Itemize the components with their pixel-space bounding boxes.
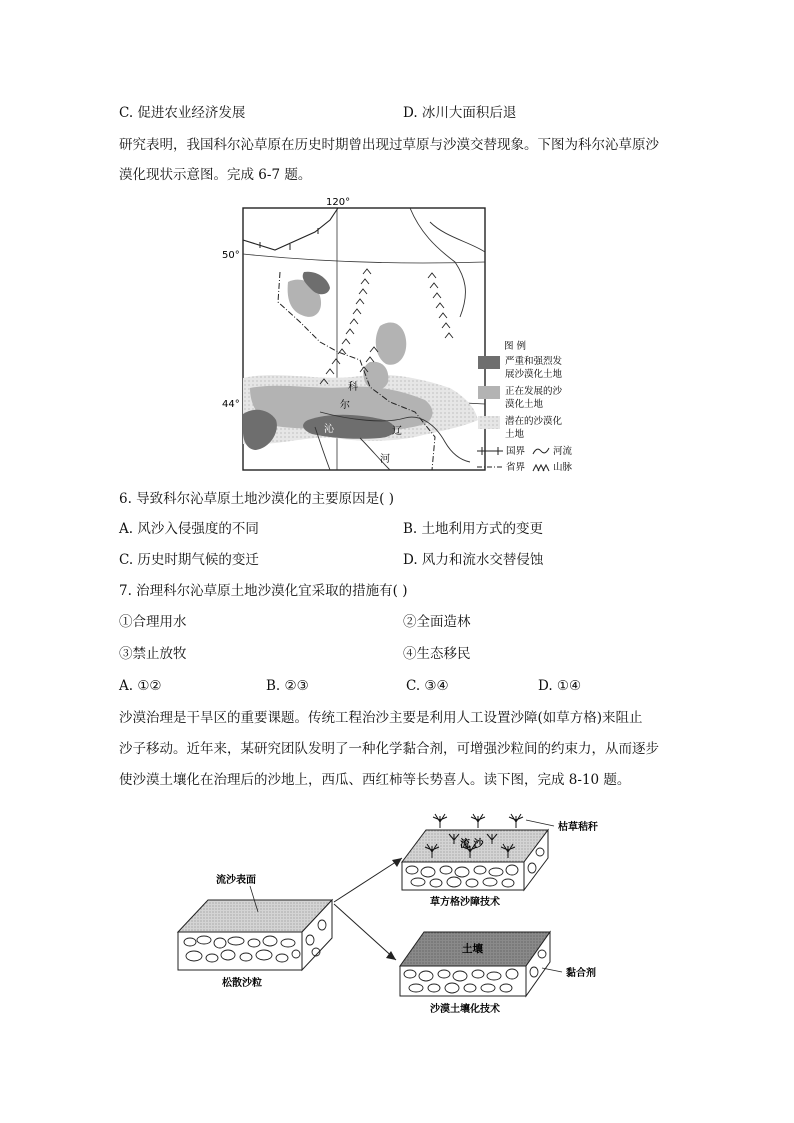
legend-item3-line2: 土地 — [505, 429, 525, 440]
label-straw: 枯草秸秆 — [558, 822, 598, 833]
lat-label-44: 44° — [222, 399, 240, 410]
q6-option-d: D. 风力和流水交替侵蚀 — [403, 552, 544, 568]
label-liao: 辽 — [392, 426, 402, 437]
label-soil: 土壤 — [462, 943, 483, 955]
intro-8-10-line2: 沙子移动。近年来，某研究团队发明了一种化学黏合剂，可增强沙粒间的约束力，从而逐步 — [119, 741, 659, 757]
label-ke: 科 — [348, 382, 358, 393]
legend-item2-line1: 正在发展的沙 — [505, 386, 563, 397]
legend-item1-line2: 展沙漠化土地 — [505, 369, 563, 380]
label-qin: 沁 — [324, 424, 334, 435]
legend-item1-line1: 严重和强烈发 — [505, 356, 563, 367]
arrow-to-soil-tech — [334, 904, 396, 960]
legend-title: 图 例 — [504, 341, 527, 352]
label-flow-sand: 流 沙 — [460, 839, 484, 850]
horqin-desertification-map — [220, 192, 610, 477]
label-flow-sand-surface: 流沙表面 — [216, 875, 256, 886]
q5-option-d: D. 冰川大面积后退 — [403, 105, 517, 121]
legend-swatch-severe — [478, 356, 500, 369]
q5-option-c: C. 促进农业经济发展 — [119, 105, 246, 121]
legend-river: 河流 — [553, 446, 573, 457]
arrow-to-grass-grid — [334, 858, 402, 902]
q7-option-a: A. ①② — [119, 678, 162, 694]
lat-label-50: 50° — [222, 250, 240, 261]
sand-control-diagram — [170, 800, 610, 1020]
q7-option-b: B. ②③ — [266, 678, 309, 694]
map-legend — [477, 340, 573, 473]
q7-option-d: D. ①④ — [538, 678, 582, 694]
soilization-block — [400, 932, 550, 996]
q7-measure-2: ②全面造林 — [403, 614, 471, 630]
loose-sand-block — [178, 900, 332, 970]
legend-item2-line2: 漠化土地 — [505, 399, 544, 410]
q6-option-c: C. 历史时期气候的变迁 — [119, 552, 259, 568]
developing-desert-mid — [376, 322, 407, 364]
q7-measure-1: ①合理用水 — [119, 614, 187, 630]
legend-item3-line1: 潜在的沙漠化 — [505, 416, 563, 427]
legend-swatch-potential — [478, 416, 500, 429]
q7-option-c: C. ③④ — [406, 678, 449, 694]
label-grass-grid-tech: 草方格沙障技术 — [430, 897, 500, 908]
label-he: 河 — [380, 454, 390, 465]
lon-label-120: 120° — [326, 197, 351, 208]
label-er: 尔 — [340, 400, 350, 411]
legend-swatch-developing — [478, 386, 500, 399]
label-binder: 黏合剂 — [566, 968, 596, 979]
intro-8-10-line3: 使沙漠土壤化在治理后的沙地上，西瓜、西红柿等长势喜人。读下图，完成 8-10 题。 — [119, 772, 631, 788]
intro-8-10-line1: 沙漠治理是干旱区的重要课题。传统工程治沙主要是利用人工设置沙障(如草方格)来阻止 — [119, 710, 643, 726]
label-soilization-tech: 沙漠土壤化技术 — [430, 1004, 500, 1015]
legend-mountain: 山脉 — [553, 462, 573, 473]
intro-6-7-line1: 研究表明，我国科尔沁草原在历史时期曾出现过草原与沙漠交替现象。下图为科尔沁草原沙 — [119, 137, 659, 153]
q7-measure-4: ④生态移民 — [403, 646, 471, 662]
q6-option-a: A. 风沙入侵强度的不同 — [119, 521, 259, 537]
intro-6-7-line2: 漠化现状示意图。完成 6-7 题。 — [119, 167, 312, 183]
q6-stem: 6. 导致科尔沁草原土地沙漠化的主要原因是( ) — [119, 491, 394, 507]
q7-measure-3: ③禁止放牧 — [119, 646, 187, 662]
legend-provincial-border: 省界 — [506, 462, 526, 473]
legend-national-border: 国界 — [506, 446, 526, 457]
q6-option-b: B. 土地利用方式的变更 — [403, 521, 544, 537]
q7-stem: 7. 治理科尔沁草原土地沙漠化宜采取的措施有( ) — [119, 583, 408, 599]
label-loose-grains: 松散沙粒 — [222, 978, 262, 989]
